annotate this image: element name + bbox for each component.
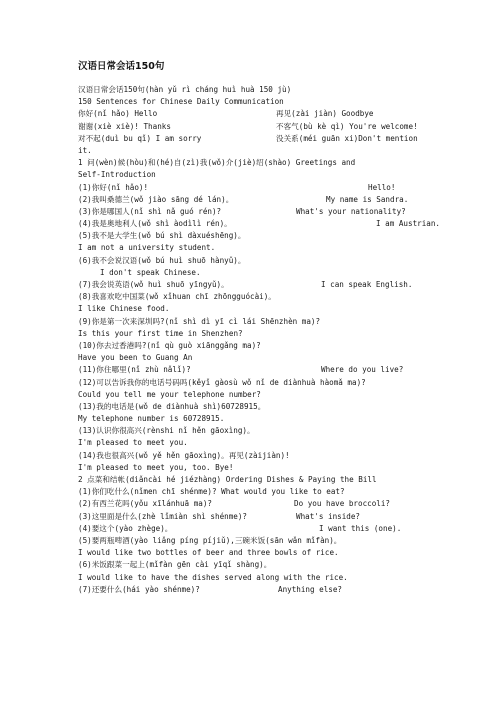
line-text: (4)我是奥地利人(wǒ shì àodìlì rén)。 xyxy=(78,219,232,229)
line-text: Self-Introduction xyxy=(78,170,156,180)
text-line xyxy=(78,133,428,145)
line-translation: What's your nationality? xyxy=(296,206,406,216)
text-line xyxy=(78,255,428,267)
line-text: 汉语日常会话150句(hàn yǔ rì cháng huì huà 150 jù) xyxy=(78,85,292,94)
text-line xyxy=(78,145,428,157)
text-line xyxy=(78,486,428,498)
line-text: Have you been to Guang An xyxy=(78,353,193,363)
line-text: Is this your first time in Shenzhen? xyxy=(78,328,243,338)
text-line xyxy=(78,511,428,523)
document-body xyxy=(78,84,441,596)
text-line xyxy=(78,121,428,133)
line-text: (1)你们吃什么(nǐmen chī shénme)? What would you like to eat? xyxy=(78,487,345,497)
line-text: (2)我叫桑德兰(wǒ jiào sāng dé lán)。 xyxy=(78,194,234,204)
line-text: Could you tell me your telephone number? xyxy=(78,389,261,399)
line-text: (2)有西兰花吗(yǒu xīlánhuā ma)? xyxy=(78,499,212,509)
line-text: (4)要这个(yào zhège)。 xyxy=(78,523,173,533)
text-line xyxy=(78,364,428,376)
text-line xyxy=(78,291,428,303)
text-line xyxy=(78,108,428,120)
line-text: (10)你去过香港吗?(nǐ qù guò xiānggǎng ma)? xyxy=(78,340,261,350)
line-text: (12)可以告诉我你的电话号码吗(kěyǐ gàosù wǒ nǐ de diànhuà hàomǎ ma)? xyxy=(78,377,366,387)
line-translation: I want this (one). xyxy=(319,523,402,533)
text-line xyxy=(78,267,428,279)
text-line xyxy=(78,474,428,486)
text-line xyxy=(78,425,428,437)
line-text: (8)我喜欢吃中国菜(wǒ xǐhuan chī zhōngguócài)。 xyxy=(78,292,276,302)
line-text: 150 Sentences for Chinese Daily Communication xyxy=(78,97,284,107)
line-text: 对不起(duì bu qǐ) I am sorry xyxy=(78,133,202,143)
line-text: I'm pleased to meet you. xyxy=(78,438,188,448)
line-text: (5)我不是大学生(wǒ bú shì dàxuéshēng)。 xyxy=(78,231,246,241)
text-line xyxy=(78,559,428,571)
line-text: (14)我也很高兴(wǒ yě hěn gāoxìng)。再见(zàijiàn)! xyxy=(78,450,290,460)
text-line xyxy=(78,340,428,352)
text-line xyxy=(78,157,428,169)
line-translation: I am Austrian. xyxy=(376,219,441,229)
line-translation: 不客气(bù kè qì) You're welcome! xyxy=(276,121,418,131)
text-line xyxy=(78,84,428,96)
text-line xyxy=(78,230,428,242)
line-translation: I can speak English. xyxy=(321,280,413,289)
line-text: (13)认识你很高兴(rènshi nǐ hěn gāoxìng)。 xyxy=(78,426,255,436)
text-line xyxy=(78,316,428,328)
text-line xyxy=(78,572,428,584)
text-line xyxy=(78,328,428,340)
line-translation: 再见(zài jiàn) Goodbye xyxy=(276,109,374,119)
line-text: My telephone number is 60728915. xyxy=(78,414,225,424)
document-title: 汉语日常会话150句 xyxy=(78,61,165,72)
text-line xyxy=(78,96,428,108)
text-line xyxy=(78,377,428,389)
line-text: (7)还要什么(hái yào shénme)? xyxy=(78,584,200,594)
line-text: (13)我的电话是(wǒ de diànhuà shì)60728915。 xyxy=(78,401,266,411)
text-line xyxy=(78,547,428,559)
line-text: (5)要两瓶啤酒(yào liǎng píng píjiǔ),三碗米饭(sān wǎn mǐfàn)。 xyxy=(78,535,342,545)
line-text: (9)你是第一次来深圳吗?(nǐ shì dì yī cì lái Shēnzhèn ma)? xyxy=(78,316,321,326)
text-line xyxy=(78,437,428,449)
line-translation: Where do you live? xyxy=(321,365,404,375)
line-text: (6)米饭跟菜一起上(mǐfàn gēn cài yīqǐ shàng)。 xyxy=(78,560,272,570)
text-line xyxy=(78,389,428,401)
text-line xyxy=(78,450,428,462)
text-line xyxy=(78,523,428,535)
text-line xyxy=(78,218,441,230)
line-translation: My name is Sandra. xyxy=(326,194,409,204)
line-text: it. xyxy=(78,145,92,155)
line-text: 谢谢(xiè xiè)! Thanks xyxy=(78,121,171,131)
text-line xyxy=(78,242,428,254)
line-text: (11)你住哪里(nǐ zhù nǎlǐ)? xyxy=(78,365,191,375)
line-text: I would like two bottles of beer and three bowls of rice. xyxy=(78,548,339,558)
line-text: I am not a university student. xyxy=(78,243,216,253)
line-translation: Anything else? xyxy=(278,584,343,594)
text-line xyxy=(78,462,428,474)
text-line xyxy=(78,194,428,206)
line-text: I like Chinese food. xyxy=(78,304,170,314)
text-line xyxy=(78,498,428,510)
text-line xyxy=(78,401,428,413)
text-line xyxy=(78,413,428,425)
line-text: I'm pleased to meet you, too. Bye! xyxy=(78,462,234,472)
line-translation: What's inside? xyxy=(296,511,361,521)
text-line xyxy=(78,206,428,218)
text-line xyxy=(78,584,428,596)
line-text: 你好(nǐ hǎo) Hello xyxy=(78,109,158,119)
line-text: I would like to have the dishes served along with the rice. xyxy=(78,572,348,582)
text-line xyxy=(78,535,428,547)
text-line xyxy=(78,169,428,181)
line-text: (3)你是哪国人(nǐ shì nǎ guó rén)? xyxy=(78,206,222,216)
line-translation: Hello! xyxy=(368,182,396,192)
line-text: (3)这里面是什么(zhè lǐmiàn shì shénme)? xyxy=(78,511,248,521)
line-text: 1 问(wèn)候(hòu)和(hé)自(zì)我(wǒ)介(jiè)绍(shào) Greetings and xyxy=(78,158,356,168)
line-text: (6)我不会说汉语(wǒ bú huì shuō hànyǔ)。 xyxy=(78,255,246,265)
text-line xyxy=(78,279,428,291)
line-text: I don't speak Chinese. xyxy=(100,267,201,277)
text-line xyxy=(78,352,428,364)
text-line xyxy=(78,303,428,315)
line-translation: Do you have broccoli? xyxy=(294,499,391,509)
line-translation: 没关系(méi guān xi)Don't mention xyxy=(276,133,418,143)
text-line xyxy=(78,182,428,194)
line-text: (1)你好(nǐ hǎo)! xyxy=(78,182,149,192)
line-text: (7)我会说英语(wǒ huì shuō yīngyǔ)。 xyxy=(78,280,229,289)
line-text: 2 点菜和结帐(diǎncài hé jiézhàng) Ordering Dishes & Paying the Bill xyxy=(78,475,377,484)
